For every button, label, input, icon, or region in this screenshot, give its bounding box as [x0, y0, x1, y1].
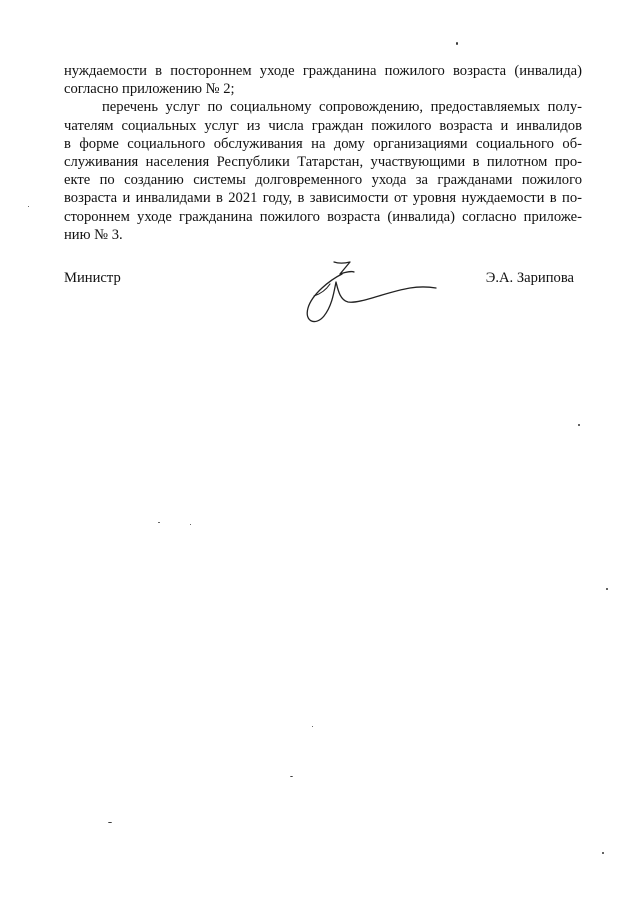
scan-speck [578, 424, 580, 426]
text-line: нуждаемости в постороннем уходе гражданина пожилого возраста (инвалида) [64, 63, 582, 79]
signature-block [64, 270, 574, 340]
handwritten-signature [290, 260, 440, 330]
scan-speck [28, 206, 29, 207]
scan-speck [602, 852, 604, 854]
scan-speck [312, 726, 313, 727]
scan-speck [290, 776, 293, 777]
scan-speck [108, 822, 112, 823]
scan-speck [456, 42, 458, 45]
scan-speck [606, 588, 608, 590]
document-body [64, 62, 582, 244]
text-line: в форме социального обслуживания на дому организациями социального об- [64, 135, 582, 152]
text-line: стороннем уходе гражданина пожилого возраста (инвалида) согласно приложе- [64, 208, 582, 225]
signatory-name: Э.А. Зарипова [485, 270, 574, 286]
text-line: нию № 3. [64, 226, 123, 243]
text-line: екте по созданию системы долговременного ухода за гражданами пожилого [64, 172, 582, 189]
text-line: согласно приложению № 2; [64, 81, 235, 98]
text-line: возраста и инвалидами в 2021 году, в зависимости от уровня нуждаемости в по- [64, 190, 582, 207]
scan-speck [190, 524, 191, 525]
scan-speck [158, 522, 160, 523]
text-line: чателям социальных услуг из числа граждан пожилого возраста и инвалидов [64, 117, 582, 134]
text-line: служивания населения Республики Татарстан, участвующими в пилотном про- [64, 154, 582, 171]
paragraph-1 [64, 62, 582, 98]
signatory-title: Министр [64, 270, 121, 286]
text-line: перечень услуг по социальному сопровождению, предоставляемых полу- [102, 99, 582, 116]
paragraph-2 [64, 98, 582, 244]
